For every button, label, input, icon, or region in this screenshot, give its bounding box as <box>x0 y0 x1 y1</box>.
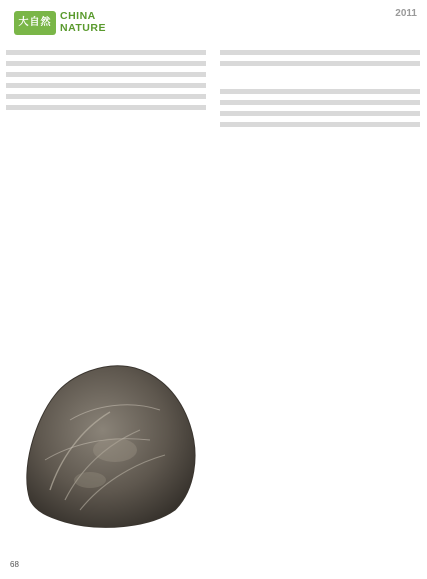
body-paragraph <box>220 50 420 59</box>
body-paragraph <box>6 50 206 59</box>
magazine-masthead <box>60 10 106 34</box>
body-paragraph <box>6 83 206 92</box>
body-paragraph <box>6 94 206 103</box>
body-paragraph <box>6 72 206 81</box>
left-text-column <box>6 50 206 290</box>
body-paragraph <box>220 111 420 120</box>
page-header <box>0 0 427 46</box>
body-paragraph <box>220 61 420 70</box>
section-heading <box>220 75 420 86</box>
body-paragraph <box>6 61 206 70</box>
right-text-column <box>220 50 420 550</box>
page-number: 68 <box>10 560 19 569</box>
body-paragraph <box>6 105 206 114</box>
issue-year: 2011 <box>395 8 417 19</box>
photo-caption <box>118 540 208 548</box>
masthead-line-2: NATURE <box>60 22 106 34</box>
fossil-stone-photo <box>10 350 210 535</box>
fossil-stone-illustration <box>10 350 210 535</box>
body-paragraph <box>220 100 420 109</box>
masthead-line-1: CHINA <box>60 10 96 22</box>
magazine-logo: 大自然 <box>14 11 56 35</box>
body-paragraph <box>220 122 420 131</box>
body-paragraph <box>220 89 420 98</box>
